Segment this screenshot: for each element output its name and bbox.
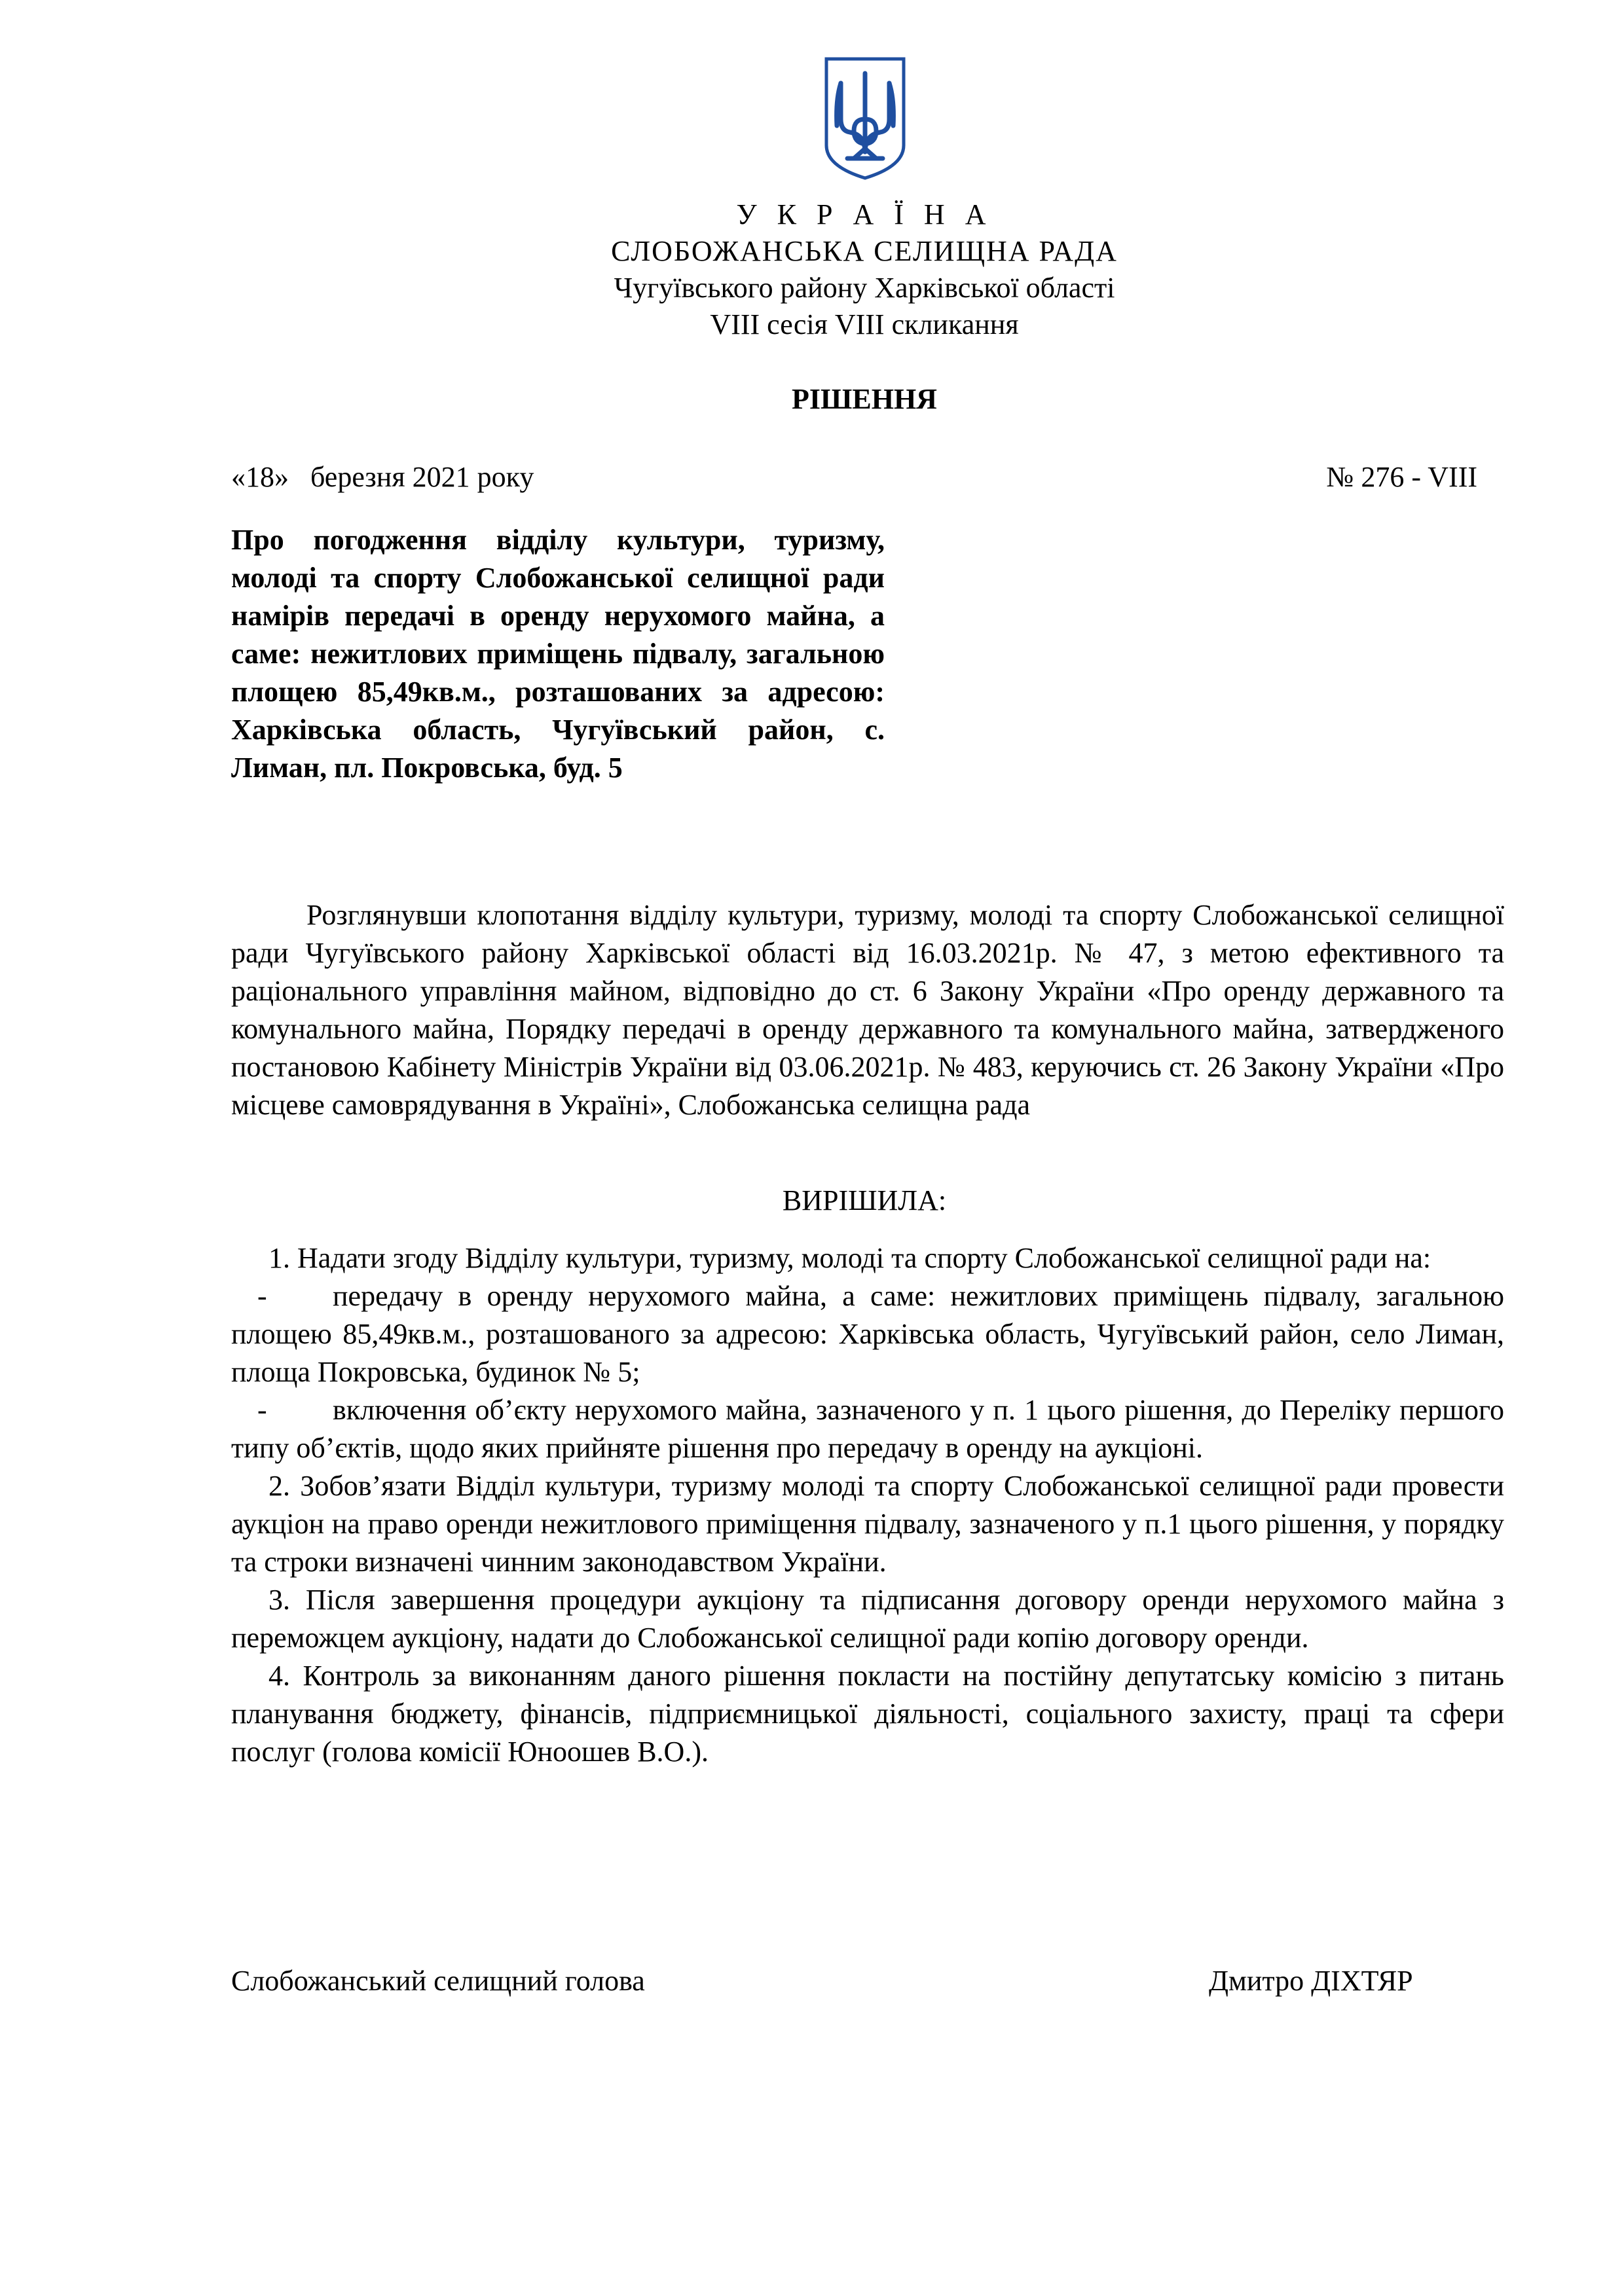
resolved-heading: ВИРІШИЛА:	[782, 1184, 947, 1216]
document-title: РІШЕННЯ	[792, 383, 937, 415]
signatory-name: Дмитро ДІХТЯР	[1209, 1965, 1413, 1997]
council-name: СЛОБОЖАНСЬКА СЕЛИЩНА РАДА	[611, 235, 1118, 267]
decision-date: «18» березня 2021 року	[231, 461, 534, 493]
decision-subject: Про погодження відділу культури, туризму, молоді та спорту Слобожанської селищної ради намірів передачі в оренду нерухомого майна, а саме: нежитлових приміщень підвалу, загальною площею 85,49кв.м., розташованих за адресою: Харківська область, Чугуївський район, с. Лиман, пл. Покровська, буд. 5	[231, 524, 885, 784]
coat-of-arms-of-ukraine-icon	[821, 54, 909, 182]
item-4: 4. Контроль за виконанням даного рішення покласти на постійну депутатську комісію з питань планування бюджету, фінансів, підприємницької діяльності, соціального захисту, праці та сфери послуг (голова комісії Юноошев В.О.).	[231, 1660, 1504, 1768]
country-name: У К Р А Ї Н А	[736, 198, 993, 230]
preamble	[231, 896, 1504, 1124]
item-1-dash-1: - передачу в оренду нерухомого майна, а саме: нежитлових приміщень підвалу, загальною площею 85,49кв.м., розташованого за адресою: Харківська область, Чугуївський район, село Лиман, площа Покровська, будинок № 5;	[231, 1280, 1504, 1388]
item-3: 3. Після завершення процедури аукціону та підписання договору оренди нерухомого майна з переможцем аукціону, надати до Слобожанської селищної ради копію договору оренди.	[231, 1584, 1504, 1654]
preamble-text: Розглянувши клопотання відділу культури, туризму, молоді та спорту Слобожанської селищної ради Чугуївського району Харківської області від 16.03.2021р. № 47, з метою ефективного та раціонального управління майном, відповідно до ст. 6 Закону України «Про оренду державного та комунального майна, Порядку передачі в оренду державного та комунального майна, затвердженого постановою Кабінету Міністрів України від 03.06.2021р. № 483, керуючись ст. 26 Закону України «Про місцеве самоврядування в Україні», Слобожанська селищна рада	[231, 899, 1504, 1121]
item-2: 2. Зобов’язати Відділ культури, туризму молоді та спорту Слобожанської селищної ради провести аукціон на право оренди нежитлового приміщення підвалу, зазначеного у п.1 цього рішення, у порядку та строки визначені чинним законодавством України.	[231, 1470, 1504, 1578]
decision-items	[231, 1239, 1504, 1771]
item-1: 1. Надати згоду Відділу культури, туризму, молоді та спорту Слобожанської селищної ради на:	[268, 1242, 1431, 1274]
decision-number: № 276 - VIII	[1326, 461, 1477, 493]
district-name: Чугуївського району Харківської області	[614, 272, 1115, 304]
item-1-dash-2: - включення об’єкту нерухомого майна, зазначеного у п. 1 цього рішення, до Переліку першого типу об’єктів, щодо яких прийняте рішення про передачу в оренду на аукціоні.	[231, 1394, 1504, 1464]
signatory-position: Слобожанський селищний голова	[231, 1965, 645, 1997]
session-info: VIII сесія VIII скликання	[710, 308, 1019, 340]
